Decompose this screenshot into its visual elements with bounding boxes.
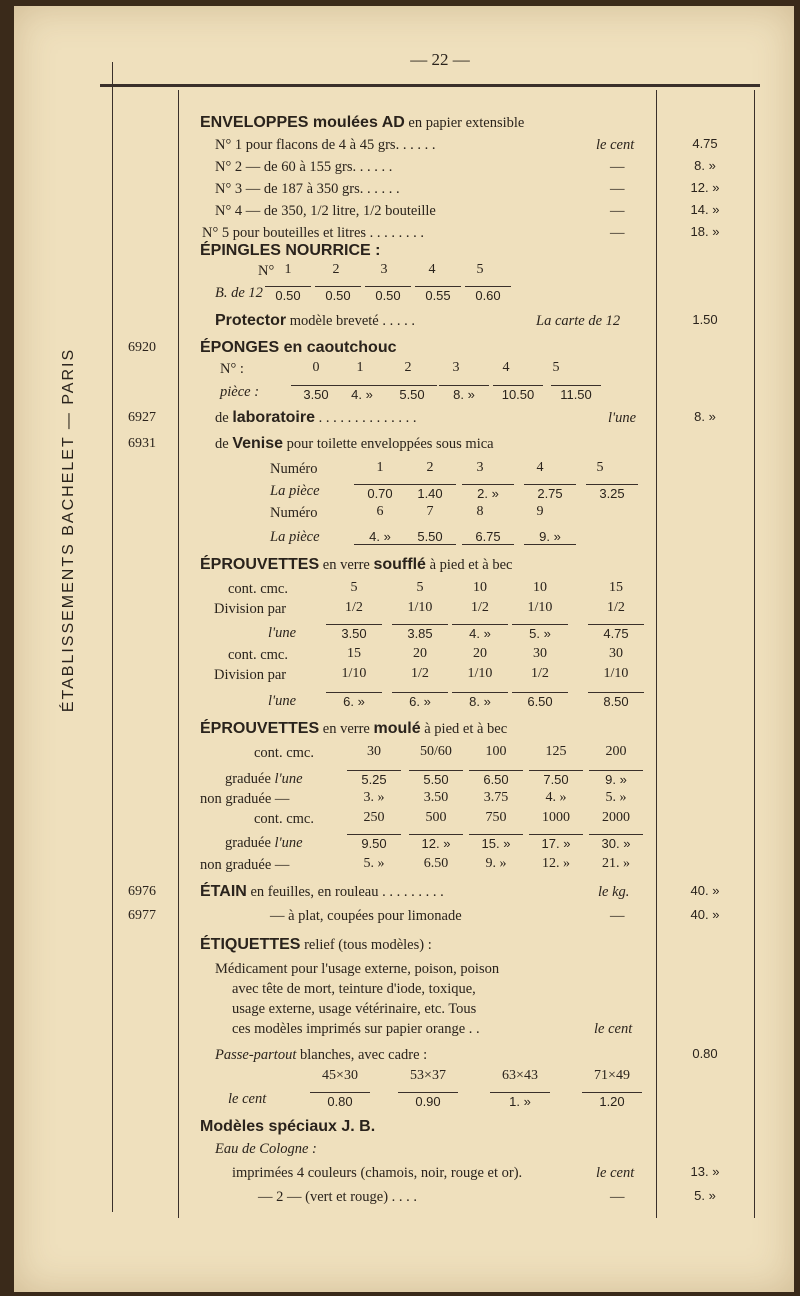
passe-partout-size: 45×30 <box>322 1068 358 1083</box>
eponges-number: 5 <box>552 360 560 375</box>
venise-number: 3 <box>476 460 484 475</box>
epingles-number: 4 <box>428 262 436 277</box>
etiquettes-line-3: usage externe, usage vétérinaire, etc. Tous <box>232 1001 477 1017</box>
price-column-line <box>656 90 657 1218</box>
epingles-price: 0.55 <box>415 286 461 303</box>
eponges-price: 4. » <box>337 385 387 402</box>
moule-price-graduee: 7.50 <box>529 770 583 787</box>
moule-contenance: 1000 <box>542 810 570 825</box>
souffle-div-label2: Division par <box>214 667 287 683</box>
moule-contenance: 500 <box>425 810 447 825</box>
env-title: ENVELOPPES moulées AD en papier extensible <box>200 114 525 131</box>
env-row-price: 14. » <box>690 202 720 217</box>
moule-price-graduee: 30. » <box>589 834 643 851</box>
passe-partout-row-label: le cent <box>228 1091 267 1107</box>
souffle-price: 8. » <box>452 692 508 709</box>
etain-line2: — à plat, coupées pour limonade <box>270 908 462 924</box>
etain-ref2: 6977 <box>128 908 156 923</box>
protector-unit: La carte de 12 <box>536 313 621 329</box>
eponges-ref: 6920 <box>128 340 156 355</box>
souffle-price: 3.85 <box>392 624 448 641</box>
moule-contenance: 125 <box>545 744 567 759</box>
env-row-unit: — <box>610 181 625 197</box>
eponges-price: 3.50 <box>291 385 341 402</box>
souffle-contenance: 15 <box>347 646 361 661</box>
moule-price-graduee: 12. » <box>409 834 463 851</box>
moule-price-graduee: 5.25 <box>347 770 401 787</box>
passe-partout-price: 1.20 <box>582 1092 642 1109</box>
venise-price: 9. » <box>524 528 576 545</box>
moule-price-graduee: 9. » <box>589 770 643 787</box>
eponges-price: 11.50 <box>551 385 601 402</box>
moule-grad-label2: graduée l'une <box>225 835 303 851</box>
souffle-div-label1: Division par <box>214 601 287 617</box>
env-row-price: 12. » <box>690 180 720 195</box>
etain-unit2: — <box>610 908 625 924</box>
souffle-division: 1/10 <box>407 600 433 615</box>
moule-price-non-graduee: 9. » <box>485 856 507 871</box>
venise-ref: 6931 <box>128 436 156 451</box>
env-row-text: N° 5 pour bouteilles et litres . . . . . . . . <box>202 225 425 241</box>
moule-price-non-graduee: 4. » <box>545 790 567 805</box>
env-row-text: N° 2 — de 60 à 155 grs. . . . . . <box>215 159 393 175</box>
souffle-title: ÉPROUVETTES en verre soufflé à pied et à bec <box>200 556 513 573</box>
souffle-price: 3.50 <box>326 624 382 641</box>
epingles-price: 0.50 <box>265 286 311 303</box>
modeles-unit1: le cent <box>596 1165 635 1181</box>
venise-price: 6.75 <box>462 528 514 545</box>
epingles-title: ÉPINGLES NOURRICE : <box>200 242 381 259</box>
labo-unit: l'une <box>608 410 637 426</box>
labo-line: de laboratoire . . . . . . . . . . . . . . <box>215 409 417 426</box>
epingles-price: 0.60 <box>465 286 511 303</box>
side-vertical-text: ÉTABLISSEMENTS BACHELET — PARIS <box>60 347 77 713</box>
eponges-price: 10.50 <box>493 385 543 402</box>
eponges-price: 8. » <box>439 385 489 402</box>
etain-price1: 40. » <box>690 883 720 898</box>
venise-price: 5.50 <box>404 528 456 545</box>
eponges-price: 5.50 <box>387 385 437 402</box>
top-rule <box>100 84 760 87</box>
left-margin-line <box>112 62 113 1212</box>
moule-price-non-graduee: 5. » <box>605 790 627 805</box>
souffle-contenance: 5 <box>416 580 424 595</box>
moule-contenance: 200 <box>605 744 627 759</box>
souffle-division: 1/10 <box>341 666 367 681</box>
moule-cont-label2: cont. cmc. <box>254 811 314 827</box>
eponges-number: 0 <box>312 360 320 375</box>
moule-grad-label1: graduée l'une <box>225 771 303 787</box>
venise-label-piece2: La pièce <box>270 529 320 545</box>
souffle-price: 6.50 <box>512 692 568 709</box>
venise-number: 2 <box>426 460 434 475</box>
souffle-price: 6. » <box>326 692 382 709</box>
passe-partout-size: 71×49 <box>594 1068 630 1083</box>
epingles-price: 0.50 <box>365 286 411 303</box>
venise-price: 3.25 <box>586 484 638 501</box>
env-row-text: N° 4 — de 350, 1/2 litre, 1/2 bouteille <box>215 203 436 219</box>
eponges-number: 1 <box>356 360 364 375</box>
souffle-division: 1/2 <box>531 666 549 681</box>
passe-partout-size: 53×37 <box>410 1068 446 1083</box>
venise-price: 4. » <box>354 528 406 545</box>
moule-price-graduee: 9.50 <box>347 834 401 851</box>
souffle-division: 1/2 <box>345 600 363 615</box>
page-number: — 22 — <box>410 50 470 69</box>
etiquettes-price: 0.80 <box>692 1046 718 1061</box>
epingles-number: 3 <box>380 262 388 277</box>
souffle-division: 1/10 <box>467 666 493 681</box>
venise-price: 0.70 <box>354 484 406 501</box>
passe-partout-size: 63×43 <box>502 1068 538 1083</box>
moule-contenance: 750 <box>485 810 507 825</box>
venise-price: 2.75 <box>524 484 576 501</box>
moule-nongrad-label2: non graduée — <box>200 857 290 873</box>
modeles-title: Modèles spéciaux J. B. <box>200 1118 376 1135</box>
venise-label-piece1: La pièce <box>270 483 320 499</box>
eponges-row-label: pièce : <box>220 384 260 400</box>
env-row-unit: — <box>610 159 625 175</box>
moule-price-non-graduee: 12. » <box>542 856 570 871</box>
venise-label-num1: Numéro <box>270 461 318 477</box>
venise-title: de Venise pour toilette enveloppées sous mica <box>215 435 494 452</box>
souffle-division: 1/10 <box>603 666 629 681</box>
modeles-unit2: — <box>610 1189 625 1205</box>
venise-number: 5 <box>596 460 604 475</box>
eponges-number: 3 <box>452 360 460 375</box>
moule-contenance: 250 <box>363 810 385 825</box>
moule-price-graduee: 15. » <box>469 834 523 851</box>
souffle-une-label2: l'une <box>268 693 297 709</box>
protector-line: Protector modèle breveté . . . . . <box>215 312 415 329</box>
souffle-division: 1/2 <box>471 600 489 615</box>
souffle-contenance: 5 <box>350 580 358 595</box>
moule-price-graduee: 6.50 <box>469 770 523 787</box>
souffle-price: 6. » <box>392 692 448 709</box>
modeles-price1: 13. » <box>690 1164 720 1179</box>
env-row-unit: — <box>610 203 625 219</box>
passe-partout-price: 1. » <box>490 1092 550 1109</box>
souffle-contenance: 10 <box>533 580 547 595</box>
moule-title: ÉPROUVETTES en verre moulé à pied et à bec <box>200 720 508 737</box>
etiquettes-line-4: ces modèles imprimés sur papier orange . . <box>232 1021 480 1037</box>
epingles-row-label: B. de 12 <box>215 285 263 301</box>
etain-line1: ÉTAIN en feuilles, en rouleau . . . . . . . . . <box>200 883 444 900</box>
modeles-line2: — 2 — (vert et rouge) . . . . <box>258 1189 418 1205</box>
eponges-title: ÉPONGES en caoutchouc <box>200 339 397 356</box>
passe-partout-price: 0.80 <box>310 1092 370 1109</box>
souffle-contenance: 30 <box>609 646 623 661</box>
souffle-division: 1/10 <box>527 600 553 615</box>
venise-price: 2. » <box>462 484 514 501</box>
moule-price-non-graduee: 21. » <box>602 856 630 871</box>
souffle-contenance: 20 <box>473 646 487 661</box>
eponges-no-label: N° : <box>220 361 244 377</box>
venise-number: 1 <box>376 460 384 475</box>
eponges-number: 2 <box>404 360 412 375</box>
moule-nongrad-label1: non graduée — <box>200 791 290 807</box>
env-row-text: N° 1 pour flacons de 4 à 45 grs. . . . . . <box>215 137 436 153</box>
venise-number: 6 <box>376 504 384 519</box>
modeles-line1: imprimées 4 couleurs (chamois, noir, rouge et or). <box>232 1165 523 1181</box>
epingles-price: 0.50 <box>315 286 361 303</box>
epingles-number: 5 <box>476 262 484 277</box>
moule-contenance: 100 <box>485 744 507 759</box>
etain-unit1: le kg. <box>598 884 630 900</box>
moule-contenance: 50/60 <box>420 744 452 759</box>
souffle-division: 1/2 <box>607 600 625 615</box>
etiquettes-line-2: avec tête de mort, teinture d'iode, toxique, <box>232 981 476 997</box>
env-row-price: 8. » <box>694 158 716 173</box>
env-row-price: 18. » <box>690 224 720 239</box>
etiquettes-unit: le cent <box>594 1021 633 1037</box>
moule-contenance: 2000 <box>602 810 630 825</box>
venise-number: 7 <box>426 504 434 519</box>
epingles-number: 1 <box>284 262 292 277</box>
modeles-price2: 5. » <box>694 1188 716 1203</box>
moule-price-non-graduee: 3. » <box>363 790 385 805</box>
env-row-unit: le cent <box>596 137 635 153</box>
etiquettes-line-1: Médicament pour l'usage externe, poison, poison <box>215 961 500 977</box>
moule-price-non-graduee: 3.50 <box>423 790 449 805</box>
env-row-text: N° 3 — de 187 à 350 grs. . . . . . <box>215 181 400 197</box>
moule-cont-label1: cont. cmc. <box>254 745 314 761</box>
souffle-contenance: 10 <box>473 580 487 595</box>
souffle-price: 5. » <box>512 624 568 641</box>
souffle-division: 1/2 <box>411 666 429 681</box>
labo-ref: 6927 <box>128 410 156 425</box>
souffle-price: 4. » <box>452 624 508 641</box>
eponges-number: 4 <box>502 360 510 375</box>
etain-price2: 40. » <box>690 907 720 922</box>
souffle-contenance: 30 <box>533 646 547 661</box>
souffle-contenance: 15 <box>609 580 623 595</box>
moule-price-graduee: 5.50 <box>409 770 463 787</box>
moule-price-graduee: 17. » <box>529 834 583 851</box>
passe-partout-line: Passe-partout blanches, avec cadre : <box>215 1047 428 1063</box>
souffle-price: 4.75 <box>588 624 644 641</box>
ref-column-line <box>178 90 179 1218</box>
moule-price-non-graduee: 5. » <box>363 856 385 871</box>
moule-contenance: 30 <box>367 744 381 759</box>
labo-price: 8. » <box>694 409 716 424</box>
venise-number: 9 <box>536 504 544 519</box>
epingles-no-label: N° <box>258 263 275 279</box>
venise-number: 8 <box>476 504 484 519</box>
passe-partout-price: 0.90 <box>398 1092 458 1109</box>
souffle-price: 8.50 <box>588 692 644 709</box>
env-row-unit: — <box>610 225 625 241</box>
modeles-sub: Eau de Cologne : <box>215 1141 317 1157</box>
moule-price-non-graduee: 6.50 <box>423 856 449 871</box>
right-column-line <box>754 90 755 1218</box>
protector-price: 1.50 <box>692 312 718 327</box>
etain-ref1: 6976 <box>128 884 156 899</box>
moule-price-non-graduee: 3.75 <box>483 790 509 805</box>
souffle-cont-label2: cont. cmc. <box>228 647 288 663</box>
venise-number: 4 <box>536 460 544 475</box>
epingles-number: 2 <box>332 262 340 277</box>
venise-label-num2: Numéro <box>270 505 318 521</box>
souffle-contenance: 20 <box>413 646 427 661</box>
etiquettes-title: ÉTIQUETTES relief (tous modèles) : <box>200 936 432 953</box>
env-row-price: 4.75 <box>692 136 718 151</box>
souffle-une-label1: l'une <box>268 625 297 641</box>
venise-price: 1.40 <box>404 484 456 501</box>
souffle-cont-label1: cont. cmc. <box>228 581 288 597</box>
